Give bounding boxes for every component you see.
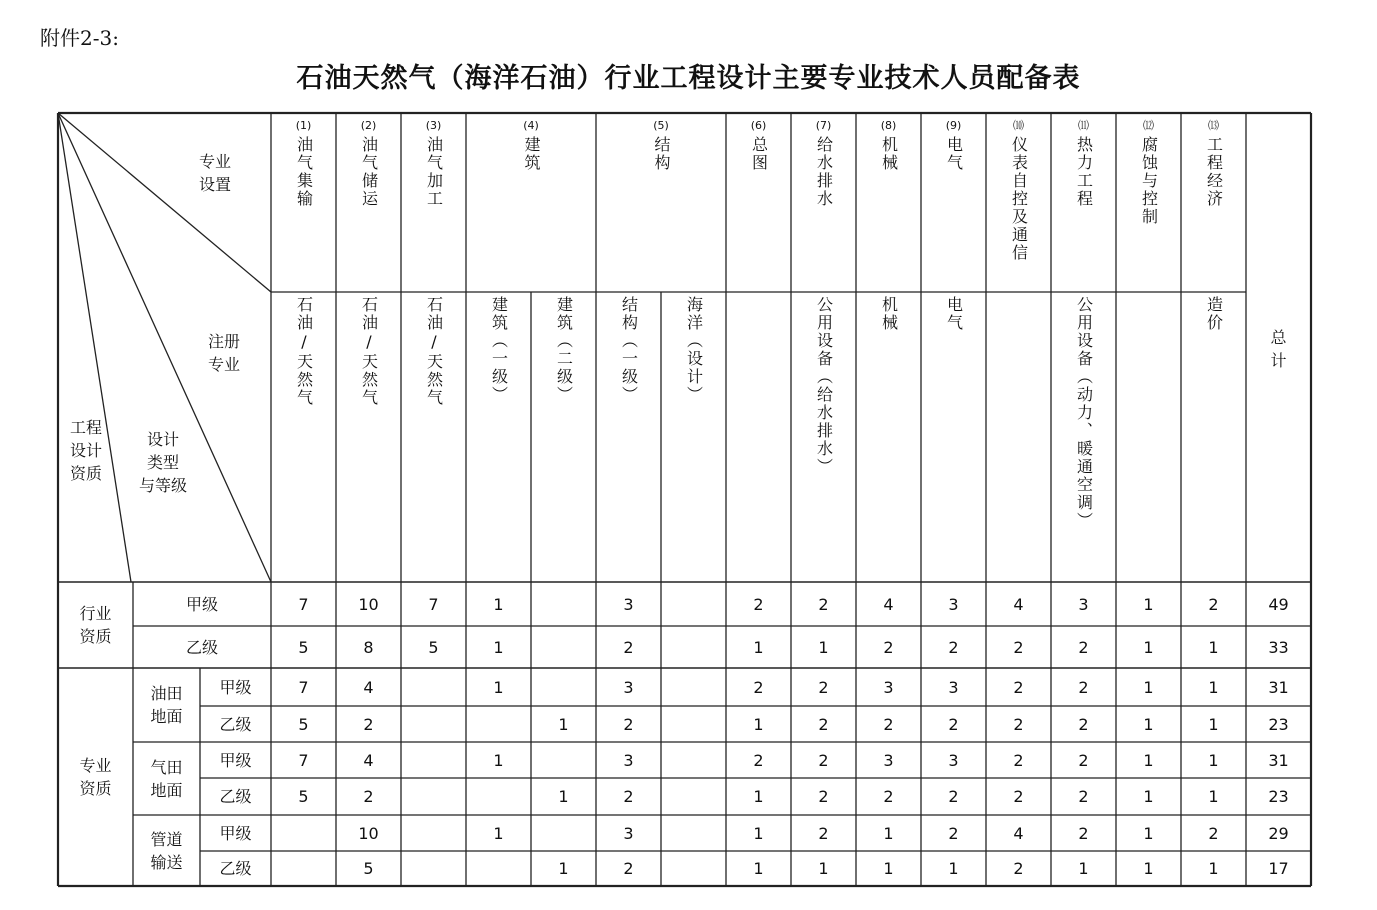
corner-label-registered: 注册 专业 [207, 332, 240, 374]
table-cell: 2 [1013, 750, 1024, 770]
registered-specialty [921, 296, 986, 332]
registered-specialty [596, 296, 661, 404]
table-cell: 1 [1143, 750, 1154, 770]
registered-specialty-text: 造价 [1204, 296, 1224, 332]
specialty-number: (8) [880, 119, 897, 132]
specialty-number: ⑿ [1143, 119, 1154, 132]
table-cell: 2 [1208, 823, 1219, 843]
registered-specialty-text: 公用设备︵给水排水︶ [814, 296, 834, 476]
table-cell: 1 [1208, 637, 1219, 657]
specialty-name: 总图 [749, 136, 769, 172]
specialty-number: (7) [815, 119, 832, 132]
specialty-header [986, 118, 1051, 262]
table-cell: 2 [883, 787, 894, 806]
registered-specialty [1051, 296, 1116, 530]
table-cell: 1 [1143, 714, 1154, 734]
table-cell: 1 [753, 637, 764, 657]
table-cell: 2 [753, 750, 764, 770]
table-cell: 5 [428, 637, 439, 657]
specialty-header [1116, 118, 1181, 226]
grade-label: 甲级 [219, 823, 252, 843]
table-cell: 2 [623, 714, 634, 734]
group-industry-qualification: 行业 资质 [79, 604, 112, 646]
table-cell: 1 [493, 677, 504, 697]
registered-specialty [466, 296, 531, 404]
table-cell: 1 [1143, 677, 1154, 697]
registered-specialty-text: 电气 [944, 296, 964, 332]
registered-specialty [1181, 296, 1246, 332]
table-cell: 5 [363, 859, 374, 878]
specialty-number: (9) [945, 119, 962, 132]
table-cell: 1 [1143, 823, 1154, 843]
grade-label: 乙级 [219, 787, 252, 806]
specialty-name: 油气储运 [359, 136, 379, 208]
table-cell: 5 [298, 714, 309, 734]
specialty-header [791, 118, 856, 208]
registered-specialty [531, 296, 596, 404]
table-cell: 8 [363, 637, 374, 657]
table-cell: 4 [1013, 823, 1024, 843]
table-cell: 1 [948, 859, 959, 878]
specialty-name: 结构 [652, 136, 671, 172]
registered-specialty [401, 296, 466, 407]
specialty-number: ⒀ [1208, 119, 1219, 132]
table-cell: 2 [363, 714, 374, 734]
table-cell: 3 [623, 594, 634, 614]
table-cell: 4 [363, 750, 374, 770]
table-cell: 1 [818, 637, 829, 657]
specialty-number: (6) [750, 119, 767, 132]
registered-specialty [856, 296, 921, 332]
page-title: 石油天然气（海洋石油）行业工程设计主要专业技术人员配备表 [296, 63, 1081, 94]
table-cell: 1 [1143, 859, 1154, 878]
table-cell: 2 [753, 677, 764, 697]
table-cell: 1 [1208, 677, 1219, 697]
specialty-name: 热力工程 [1074, 136, 1094, 208]
table-cell: 5 [298, 637, 309, 657]
table-cell: 1 [753, 823, 764, 843]
table-cell: 2 [363, 787, 374, 806]
table-cell: 3 [948, 750, 959, 770]
total-cell: 31 [1268, 677, 1289, 697]
corner-diagonal [58, 113, 271, 292]
specialty-header [921, 118, 986, 172]
table-cell: 2 [1078, 823, 1089, 843]
table-cell: 1 [1208, 787, 1219, 806]
total-cell: 23 [1268, 787, 1289, 806]
table-cell: 2 [883, 637, 894, 657]
table-cell: 2 [948, 787, 959, 806]
table-cell: 1 [1208, 714, 1219, 734]
grade-label: 乙级 [185, 637, 218, 657]
table-cell: 3 [1078, 594, 1089, 614]
specialty-name: 油气加工 [424, 136, 444, 208]
table-cell: 1 [883, 823, 894, 843]
registered-specialty-text: 石油/天然气 [294, 296, 314, 407]
specialty-name: 仪表自控及通信 [1009, 136, 1029, 262]
table-cell: 2 [1013, 787, 1024, 806]
table-cell: 2 [753, 594, 764, 614]
specialty-header [1181, 118, 1246, 208]
total-cell: 49 [1268, 594, 1289, 614]
table-cell: 2 [948, 637, 959, 657]
table-cell: 1 [1143, 594, 1154, 614]
specialty-header [401, 118, 466, 208]
table-cell: 1 [558, 714, 569, 734]
table-cell: 3 [948, 594, 959, 614]
registered-specialty [271, 296, 336, 407]
total-cell: 33 [1268, 637, 1289, 657]
grade-label: 乙级 [219, 714, 252, 734]
table-cell: 7 [298, 750, 309, 770]
registered-specialty [791, 296, 856, 476]
specialty-name: 机械 [879, 136, 899, 172]
table-cell: 2 [1013, 714, 1024, 734]
table-cell: 2 [948, 823, 959, 843]
registered-specialty [661, 296, 726, 404]
table-cell: 2 [1078, 787, 1089, 806]
specialty-number: (4) [523, 119, 539, 132]
specialty-header [271, 118, 336, 208]
table-cell: 2 [1078, 714, 1089, 734]
table-cell: 1 [1078, 859, 1089, 878]
table-cell: 2 [1208, 594, 1219, 614]
table-cell: 1 [1208, 750, 1219, 770]
table-cell: 1 [493, 594, 504, 614]
table-cell: 1 [1143, 787, 1154, 806]
table-cell: 2 [818, 714, 829, 734]
group-specialty-qualification: 专业 资质 [79, 756, 112, 798]
table-cell: 1 [558, 859, 569, 878]
table-cell: 2 [1078, 677, 1089, 697]
attachment-label: 附件2-3: [40, 26, 119, 50]
total-header: 总 计 [1270, 328, 1287, 370]
subgroup-label: 气田 地面 [150, 757, 183, 800]
grade-label: 甲级 [219, 750, 252, 770]
table-cell: 2 [818, 750, 829, 770]
grade-label: 甲级 [219, 677, 252, 697]
table-cell: 2 [1013, 677, 1024, 697]
table-cell: 3 [883, 750, 894, 770]
table-cell: 2 [623, 859, 634, 878]
total-cell: 31 [1268, 750, 1289, 770]
table-cell: 7 [428, 594, 439, 614]
subgroup-label: 油田 地面 [150, 684, 183, 726]
table-cell: 1 [1208, 859, 1219, 878]
total-cell: 17 [1268, 859, 1289, 878]
table-cell: 2 [623, 637, 634, 657]
table-cell: 2 [1013, 859, 1024, 878]
table-cell: 2 [1013, 637, 1024, 657]
table-cell: 3 [623, 750, 634, 770]
registered-specialty-text: 机械 [879, 296, 899, 332]
table-cell: 2 [818, 594, 829, 614]
registered-specialty-text: 海洋︵设计︶ [684, 296, 704, 404]
specialty-header [466, 118, 596, 172]
specialty-name: 给水排水 [814, 136, 834, 208]
table-cell: 1 [753, 859, 764, 878]
specialty-name: 工程经济 [1204, 136, 1224, 208]
table-cell: 4 [1013, 594, 1024, 614]
corner-label-design-type: 设计 类型 与等级 [138, 430, 187, 495]
table-cell: 2 [818, 823, 829, 843]
table-cell: 2 [1078, 750, 1089, 770]
grade-label: 乙级 [219, 859, 252, 878]
specialty-header [856, 118, 921, 172]
registered-specialty-text: 建筑︵二级︶ [554, 296, 574, 404]
table-cell: 1 [1143, 637, 1154, 657]
table-cell: 1 [753, 714, 764, 734]
table-cell: 10 [358, 594, 379, 614]
table-cell: 1 [493, 637, 504, 657]
specialty-number: ⑾ [1078, 119, 1089, 132]
grade-label: 甲级 [185, 594, 218, 614]
total-cell: 29 [1268, 823, 1289, 843]
corner-label-qualification: 工程 设计 资质 [69, 418, 102, 483]
table-cell: 5 [298, 787, 309, 806]
specialty-name: 建筑 [522, 136, 541, 172]
table-cell: 3 [623, 823, 634, 843]
total-cell: 23 [1268, 714, 1289, 734]
specialty-header [726, 118, 791, 172]
table-cell: 2 [818, 677, 829, 697]
specialty-number: ⑽ [1013, 119, 1024, 132]
table-cell: 2 [623, 787, 634, 806]
registered-specialty-text: 建筑︵一级︶ [489, 296, 509, 404]
table-cell: 3 [948, 677, 959, 697]
table-cell: 4 [883, 594, 894, 614]
table-cell: 3 [883, 677, 894, 697]
table-cell: 1 [493, 750, 504, 770]
table-cell: 1 [818, 859, 829, 878]
specialty-number: (5) [653, 119, 669, 132]
corner-diagonal [58, 113, 131, 582]
specialty-header [336, 118, 401, 208]
table-cell: 3 [623, 677, 634, 697]
table-cell: 4 [363, 677, 374, 697]
registered-specialty-text: 石油/天然气 [424, 296, 444, 407]
specialty-header [596, 118, 726, 172]
registered-specialty-text: 石油/天然气 [359, 296, 379, 407]
table-cell: 1 [558, 787, 569, 806]
registered-specialty-text: 公用设备︵动力、暖通空调︶ [1074, 296, 1094, 530]
specialty-header [1051, 118, 1116, 208]
table-cell: 2 [883, 714, 894, 734]
table-cell: 1 [493, 823, 504, 843]
table-cell: 7 [298, 677, 309, 697]
specialty-number: (3) [425, 119, 442, 132]
specialty-number: (1) [295, 119, 312, 132]
table-cell: 1 [883, 859, 894, 878]
specialty-name: 电气 [944, 136, 964, 172]
table-cell: 2 [948, 714, 959, 734]
registered-specialty [336, 296, 401, 407]
table-cell: 7 [298, 594, 309, 614]
registered-specialty-text: 结构︵一级︶ [619, 296, 639, 404]
subgroup-label: 管道 输送 [150, 829, 183, 872]
corner-label-specialty: 专业 设置 [198, 152, 231, 194]
specialty-name: 腐蚀与控制 [1139, 136, 1159, 226]
table-cell: 1 [753, 787, 764, 806]
table-cell: 2 [1078, 637, 1089, 657]
specialty-name: 油气集输 [294, 136, 314, 208]
table-cell: 2 [818, 787, 829, 806]
specialty-number: (2) [360, 119, 377, 132]
table-cell: 10 [358, 823, 379, 843]
